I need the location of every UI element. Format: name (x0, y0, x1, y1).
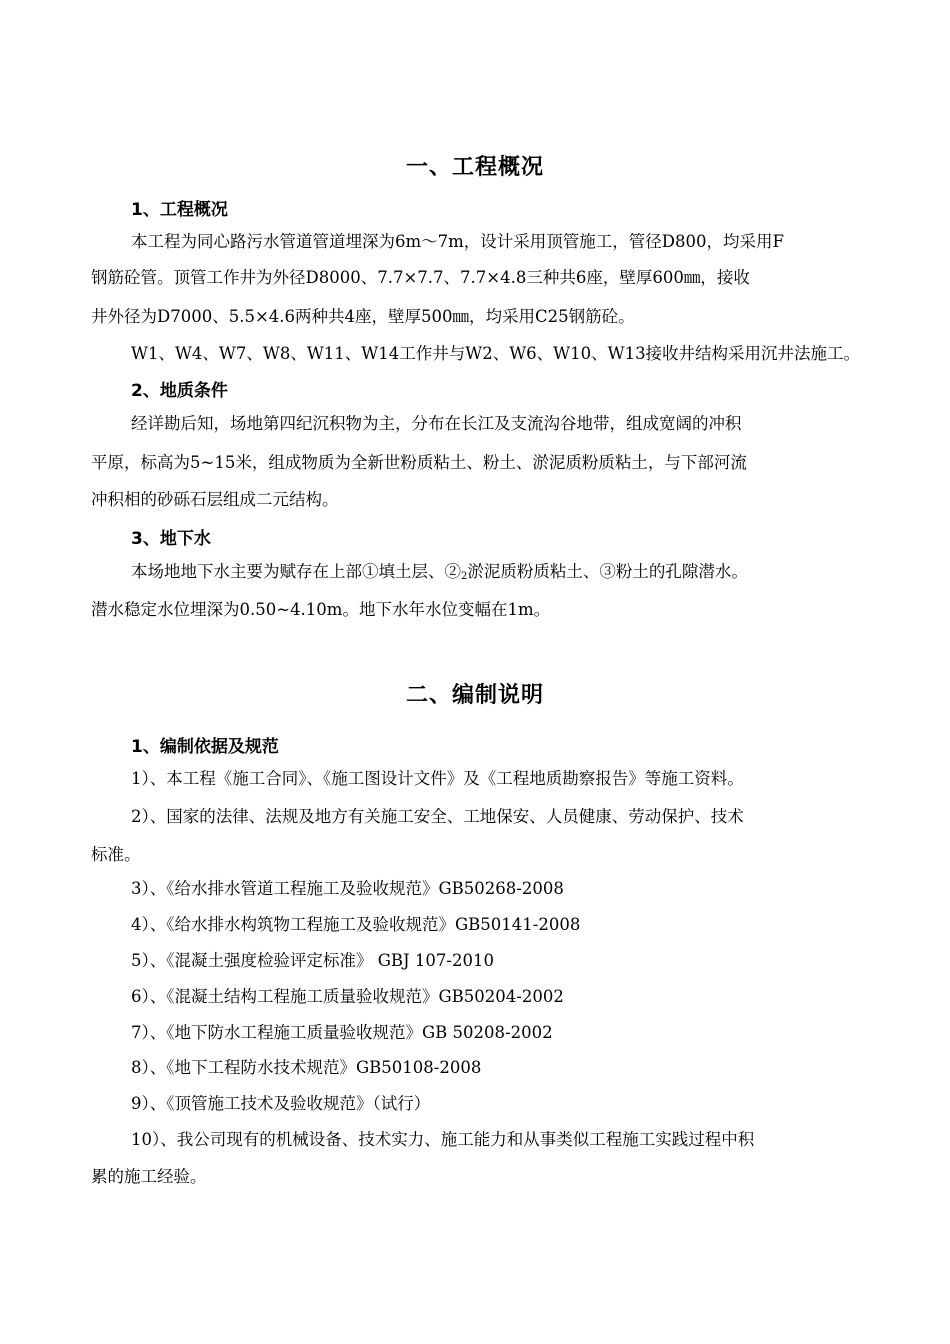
paragraph-line (131, 560, 748, 589)
list-item: 标准。 (91, 845, 141, 864)
list-item: 7）、《地下防水工程施工质量验收规范》GB 50208-2002 (131, 1023, 553, 1042)
list-item: 累的施工经验。 (91, 1167, 207, 1186)
subscript: 2 (461, 571, 468, 582)
text-run: 本场地地下水主要为赋存在上部①填土层、② (131, 562, 461, 581)
list-item: 4）、《给水排水构筑物工程施工及验收规范》GB50141-2008 (131, 915, 581, 934)
paragraph-line: 潜水稳定水位埋深为0.50~4.10m。地下水年水位变幅在1m。 (91, 600, 551, 619)
heading-groundwater: 3、地下水 (131, 529, 211, 549)
section-title-overview: 一、工程概况 (405, 155, 544, 180)
list-item: 10）、我公司现有的机械设备、技术实力、施工能力和从事类似工程施工实践过程中积 (131, 1130, 755, 1149)
heading-geology: 2、地质条件 (131, 381, 228, 401)
paragraph-line: 平原，标高为5~15米，组成物质为全新世粉质粘土、粉土、淤泥质粉质粘土，与下部河流 (91, 453, 747, 472)
paragraph-line: 本工程为同心路污水管道管道埋深为6m～7m，设计采用顶管施工，管径D800，均采用F (131, 232, 784, 251)
list-item: 5）、《混凝土强度检验评定标准》 GBJ 107-2010 (131, 951, 494, 970)
list-item: 9）、《顶管施工技术及验收规范》（试行） (131, 1094, 431, 1113)
heading-project-overview: 1、工程概况 (131, 200, 228, 220)
heading-basis-standards: 1、编制依据及规范 (131, 737, 279, 757)
paragraph-line: 经详勘后知，场地第四纪沉积物为主，分布在长江及支流沟谷地带，组成宽阔的冲积 (131, 414, 742, 433)
list-item: 8）、《地下工程防水技术规范》GB50108-2008 (131, 1058, 482, 1077)
paragraph-line: 钢筋砼管。顶管工作井为外径D8000、7.7×7.7、7.7×4.8三种共6座，壁厚600㎜，接收 (91, 268, 750, 287)
list-item: 2）、国家的法律、法规及地方有关施工安全、工地保安、人员健康、劳动保护、技术 (131, 807, 744, 826)
section-title-compilation: 二、编制说明 (405, 683, 544, 708)
list-item: 3）、《给水排水管道工程施工及验收规范》GB50268-2008 (131, 879, 564, 898)
paragraph-line: W1、W4、W7、W8、W11、W14工作井与W2、W6、W10、W13接收井结构采用沉井法施工。 (131, 344, 861, 363)
list-item: 1）、本工程《施工合同》、《施工图设计文件》及《工程地质勘察报告》等施工资料。 (131, 769, 744, 788)
paragraph-line: 井外径为D7000、5.5×4.6两种共4座，壁厚500㎜，均采用C25钢筋砼。 (91, 307, 635, 326)
list-item: 6）、《混凝土结构工程施工质量验收规范》GB50204-2002 (131, 987, 564, 1006)
text-run: 淤泥质粉质粘土、③粉土的孔隙潜水。 (467, 562, 748, 581)
paragraph-line: 冲积相的砂砾石层组成二元结构。 (91, 490, 339, 509)
